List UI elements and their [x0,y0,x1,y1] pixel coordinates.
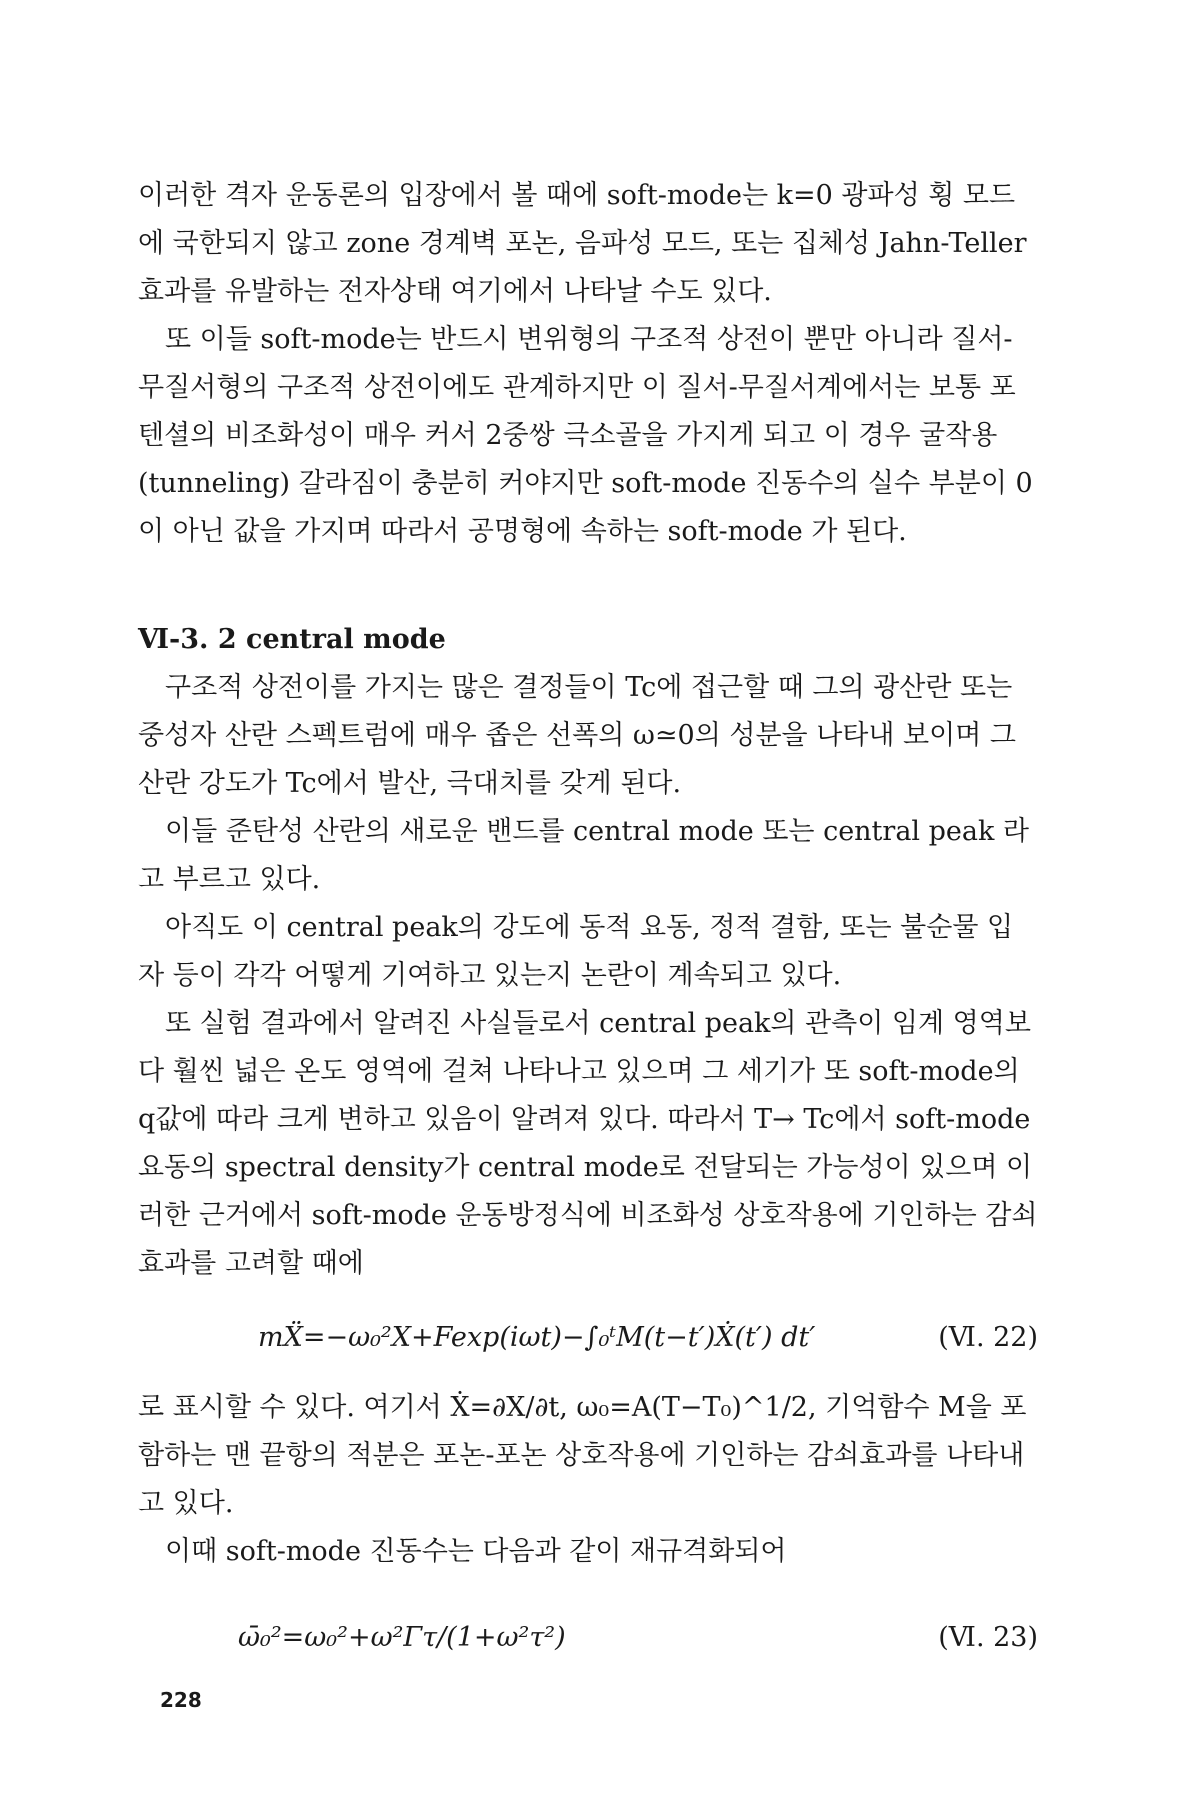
paragraph: 이러한 격자 운동론의 입장에서 볼 때에 soft-mode는 k=0 광파성 횡 모드에 국한되지 않고 zone 경계벽 포논, 음파성 모드, 또는 집체성 Jahn-Teller 효과를 유발하는 전자상태 여기에서 나타날 수도 있다. [138,180,1027,307]
equation-expression: mẌ=−ω₀²X+Fexp(iωt)−∫₀ᵗM(t−t′)Ẋ(t′) dt′ [258,1322,816,1353]
equation-number: (Ⅵ. 22) [938,1322,1038,1353]
paragraph: 이들 준탄성 산란의 새로운 밴드를 central mode 또는 central peak 라고 부르고 있다. [138,816,1030,895]
equation-number: (Ⅵ. 23) [938,1622,1038,1653]
page-number: 228 [160,1688,202,1712]
paragraph: 또 실험 결과에서 알려진 사실들로서 central peak의 관측이 임계 영역보다 훨씬 넓은 온도 영역에 걸쳐 나타나고 있으며 그 세기가 또 soft-mode의 q값에 따라 크게 변하고 있음이 알려져 있다. 따라서 T→ Tc에서 soft-mode 요동의 spectral density가 central mode로 전달되는 가능성이 있으며 이러한 근거에서 soft-mode 운동방정식에 비조화성 상호작용에 기인하는 감쇠효과를 고려할 때에 [138,1008,1038,1279]
paragraph: 이때 soft-mode 진동수는 다음과 같이 재규격화되어 [165,1536,787,1567]
equation-vi-22 [138,1302,1038,1374]
paragraph: 또 이들 soft-mode는 반드시 변위형의 구조적 상전이 뿐만 아니라 질서-무질서형의 구조적 상전이에도 관계하지만 이 질서-무질서계에서는 보통 포텐셜의 비조화성이 매우 커서 2중쌍 극소골을 가지게 되고 이 경우 굴작용(tunneling) 갈라짐이 충분히 커야지만 soft-mode 진동수의 실수 부분이 0이 아닌 값을 가지며 따라서 공명형에 속하는 soft-mode 가 된다. [138,324,1033,547]
equation-expression: ω̄₀²=ω₀²+ω²Γτ/(1+ω²τ²) [238,1622,566,1653]
paragraph: 아직도 이 central peak의 강도에 동적 요동, 정적 결함, 또는 불순물 입자 등이 각각 어떻게 기여하고 있는지 논란이 계속되고 있다. [138,912,1014,991]
paragraph: 구조적 상전이를 가지는 많은 결정들이 Tc에 접근할 때 그의 광산란 또는 중성자 산란 스펙트럼에 매우 좁은 선폭의 ω≃0의 성분을 나타내 보이며 그 산란 강도가 Tc에서 발산, 극대치를 갖게 된다. [138,672,1016,799]
equation-vi-23 [138,1594,1038,1678]
section-heading: Ⅵ-3. 2 central mode [138,624,446,655]
paragraph: 로 표시할 수 있다. 여기서 Ẋ=∂X/∂t, ω₀=A(T−T₀)^1/2, 기억함수 M을 포함하는 맨 끝항의 적분은 포논-포논 상호작용에 기인하는 감쇠효과를 나타내고 있다. [138,1392,1027,1519]
page-body [138,172,1038,1688]
